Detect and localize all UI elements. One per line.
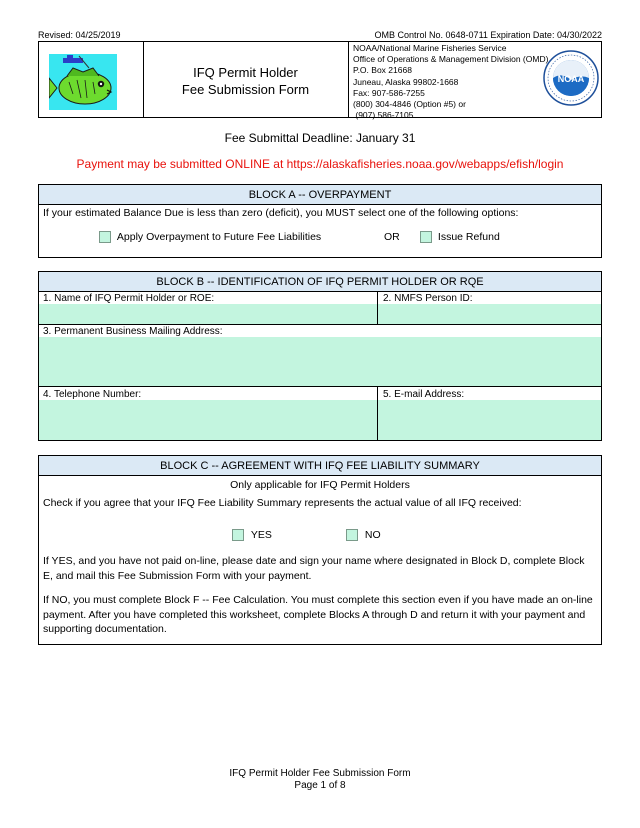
agency-address — [353, 43, 548, 121]
noaa-logo-text: NOAA — [557, 74, 585, 84]
block-a-overpayment — [38, 184, 602, 258]
block-c-agreement — [38, 455, 602, 645]
omb-control: OMB Control No. 0648-0711 Expiration Date: 04/30/2022 — [374, 30, 602, 40]
telephone-label: 4. Telephone Number: — [43, 389, 142, 400]
form-title-cell — [143, 42, 349, 117]
block-b-identification — [38, 271, 602, 441]
form-title-line2: Fee Submission Form — [181, 82, 310, 97]
fish-logo-cell — [39, 42, 144, 117]
submittal-deadline: Fee Submittal Deadline: January 31 — [224, 131, 416, 145]
noaa-logo-icon — [543, 50, 599, 106]
email-field[interactable] — [378, 400, 601, 440]
agency-line: Juneau, Alaska 99802-1668 — [353, 76, 459, 87]
no-instructions: If NO, you must complete Block F -- Fee Calculation. You must complete this section even if you have made an on-line payment. After you have completed this worksheet, complete Blocks A through D and return it with your payment and supporting documentation. — [43, 594, 593, 635]
block-c-instruction: Check if you agree that your IFQ Fee Liability Summary represents the actual value of all IFQ received: — [43, 497, 522, 509]
nmfs-person-id-field[interactable] — [378, 304, 601, 324]
yes-instructions: If YES, and you have not paid on-line, please date and sign your name where designated in Block D, complete Block E, and mail this Fee Submission Form with your payment. — [43, 555, 585, 582]
agree-no-checkbox[interactable] — [346, 529, 358, 541]
apply-overpayment-label: Apply Overpayment to Future Fee Liabilities — [116, 231, 322, 243]
holder-name-label: 1. Name of IFQ Permit Holder or ROE: — [43, 293, 215, 304]
agree-yes-checkbox[interactable] — [232, 529, 244, 541]
apply-overpayment-checkbox[interactable] — [99, 231, 111, 243]
issue-refund-label: Issue Refund — [437, 231, 500, 243]
revised-date: Revised: 04/25/2019 — [38, 30, 121, 40]
agency-line: Fax: 907-586-7255 — [353, 87, 425, 98]
email-label: 5. E-mail Address: — [383, 389, 465, 400]
block-a-title: BLOCK A -- OVERPAYMENT — [39, 185, 601, 205]
issue-refund-option[interactable] — [420, 231, 500, 243]
divider — [39, 324, 601, 325]
block-c-title: BLOCK C -- AGREEMENT WITH IFQ FEE LIABILITY SUMMARY — [39, 456, 601, 476]
divider — [39, 386, 601, 387]
agency-line: (800) 304-4846 (Option #5) or — [353, 99, 466, 110]
agree-yes-option[interactable] — [232, 529, 272, 541]
agree-no-label: NO — [364, 529, 381, 541]
fish-logo-icon — [49, 54, 117, 110]
agency-address-cell — [349, 42, 601, 121]
online-payment-notice: Payment may be submitted ONLINE at https://alaskafisheries.noaa.gov/webapps/efish/login — [76, 157, 564, 171]
agree-yes-label: YES — [250, 529, 272, 541]
holder-name-field[interactable] — [39, 304, 377, 324]
issue-refund-checkbox[interactable] — [420, 231, 432, 243]
telephone-field[interactable] — [39, 400, 377, 440]
divider — [377, 292, 378, 325]
agency-line: NOAA/National Marine Fisheries Service — [353, 43, 507, 53]
block-a-instruction: If your estimated Balance Due is less than zero (deficit), you MUST select one of the following options: — [43, 207, 519, 219]
agency-line: (907) 586-7105 — [353, 110, 414, 121]
mailing-address-label: 3. Permanent Business Mailing Address: — [43, 326, 223, 337]
form-title-line1: IFQ Permit Holder — [193, 65, 298, 80]
page-footer — [0, 768, 640, 792]
agree-no-option[interactable] — [346, 529, 381, 541]
mailing-address-field[interactable] — [39, 337, 601, 386]
footer-form-name: IFQ Permit Holder Fee Submission Form — [229, 768, 411, 779]
form-header — [38, 41, 602, 121]
nmfs-person-id-label: 2. NMFS Person ID: — [383, 293, 473, 304]
agency-line: P.O. Box 21668 — [353, 65, 412, 76]
apply-overpayment-option[interactable] — [99, 231, 321, 243]
page-number: Page 1 of 8 — [294, 780, 346, 791]
block-c-subtitle: Only applicable for IFQ Permit Holders — [230, 479, 410, 491]
or-label: OR — [384, 231, 400, 243]
block-b-title: BLOCK B -- IDENTIFICATION OF IFQ PERMIT HOLDER OR RQE — [39, 272, 601, 292]
agency-line: Office of Operations & Management Division (OMD) — [353, 54, 549, 65]
divider — [377, 387, 378, 440]
